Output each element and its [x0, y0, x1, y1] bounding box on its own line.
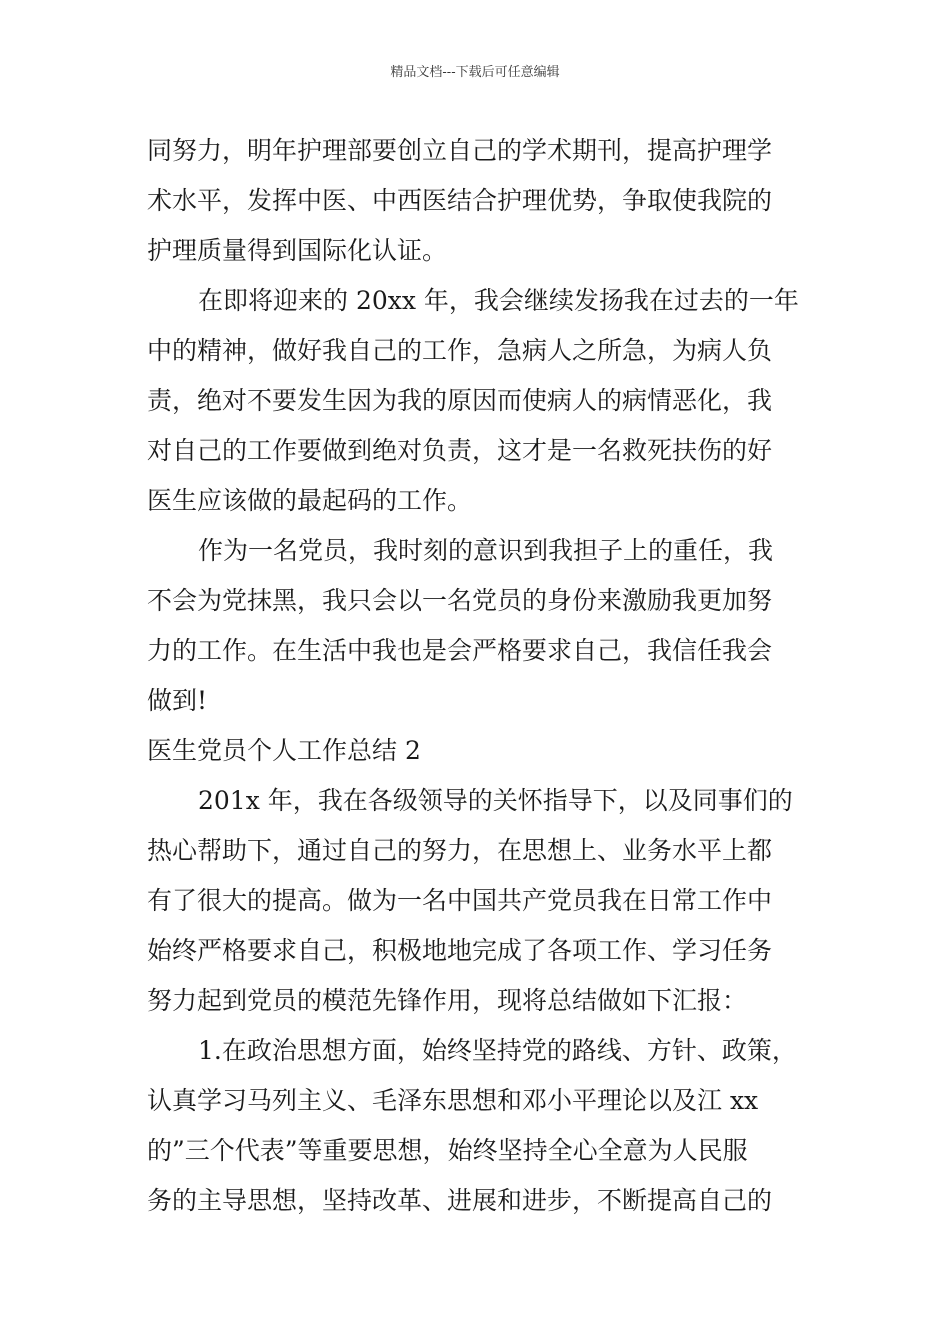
text-line: 做到! — [147, 686, 208, 715]
text-line: 医生应该做的最起码的工作。 — [147, 486, 473, 515]
paragraph-start-line: 201x 年，我在各级领导的关怀指导下，以及同事们的 — [198, 786, 793, 815]
paragraph-start-line: 1.在政治思想方面，始终坚持党的路线、方针、政策， — [198, 1036, 797, 1065]
text-line: 努力起到党员的模范先锋作用，现将总结做如下汇报： — [147, 986, 748, 1015]
paragraph-start-line: 作为一名党员，我时刻的意识到我担子上的重任，我 — [198, 536, 774, 565]
text-line: 不会为党抹黑，我只会以一名党员的身份来激励我更加努 — [147, 586, 773, 615]
text-line: 同努力，明年护理部要创立自己的学术期刊，提高护理学 — [147, 136, 773, 165]
page-header: 精品文档---下载后可任意编辑 — [390, 65, 560, 80]
text-line: 力的工作。在生活中我也是会严格要求自己，我信任我会 — [147, 636, 773, 665]
text-line: 中的精神，做好我自己的工作，急病人之所急，为病人负 — [147, 336, 773, 365]
text-line: 务的主导思想，坚持改革、进展和进步，不断提高自己的 — [147, 1186, 773, 1215]
text-line: 术水平，发挥中医、中西医结合护理优势，争取使我院的 — [147, 186, 773, 215]
text-line: 责，绝对不要发生因为我的原因而使病人的病情恶化，我 — [147, 386, 773, 415]
section-heading: 医生党员个人工作总结 2 — [147, 736, 421, 765]
text-line: 有了很大的提高。做为一名中国共产党员我在日常工作中 — [147, 886, 773, 915]
paragraph-start-line: 在即将迎来的 20xx 年，我会继续发扬我在过去的一年 — [198, 286, 799, 315]
text-line: 认真学习马列主义、毛泽东思想和邓小平理论以及江 xx — [147, 1086, 759, 1115]
text-line: 热心帮助下，通过自己的努力，在思想上、业务水平上都 — [147, 836, 773, 865]
text-line: 对自己的工作要做到绝对负责，这才是一名救死扶伤的好 — [147, 436, 773, 465]
document-body — [147, 126, 827, 1226]
text-line: 始终严格要求自己，积极地地完成了各项工作、学习任务 — [147, 936, 773, 965]
text-line: 的”三个代表”等重要思想，始终坚持全心全意为人民服 — [147, 1136, 748, 1165]
text-line: 护理质量得到国际化认证。 — [147, 236, 448, 265]
